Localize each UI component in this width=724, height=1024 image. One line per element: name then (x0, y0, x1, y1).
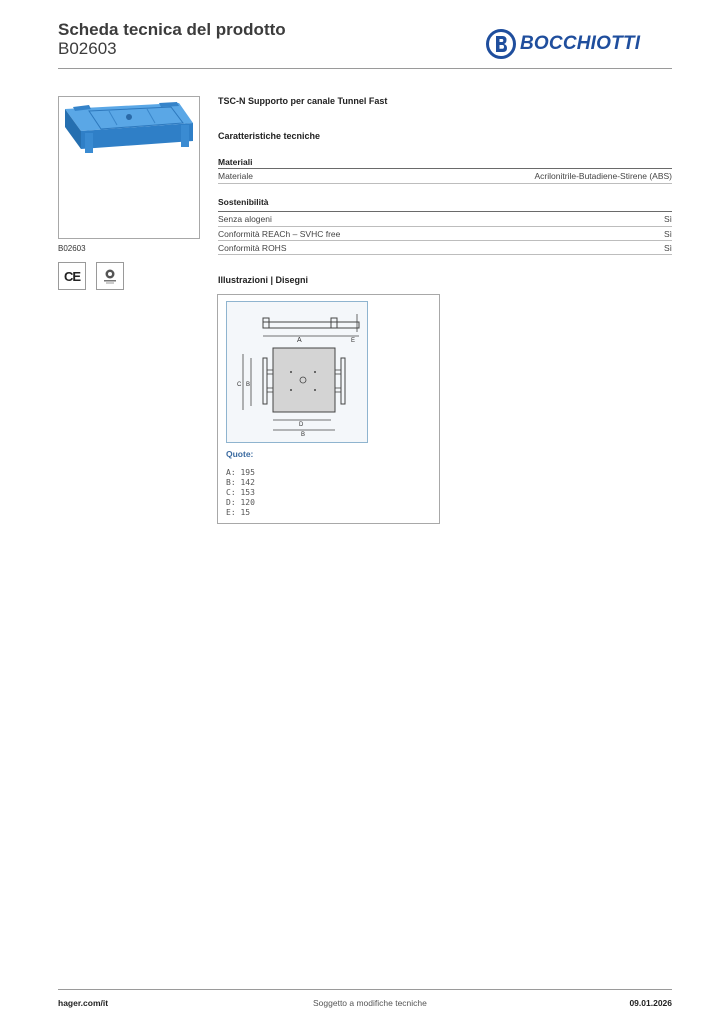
product-name: TSC-N Supporto per canale Tunnel Fast (218, 96, 388, 106)
brand-logo-text: BOCCHIOTTI (520, 33, 641, 54)
quote-c: C: 153 (226, 488, 255, 497)
rohs-value: Sì (663, 243, 672, 253)
sustainability-section-title: Sostenibilità (218, 197, 269, 207)
dimension-label-a: A (297, 337, 302, 344)
quote-a: A: 195 (226, 468, 255, 477)
footer-disclaimer: Soggetto a modifiche tecniche (313, 998, 427, 1008)
dimension-drawing (227, 302, 367, 442)
header-divider (58, 68, 672, 69)
halogen-free-value: Sì (663, 214, 672, 224)
footer-website[interactable]: hager.com/it (58, 998, 109, 1008)
dimension-label-b-vertical: B (246, 382, 251, 388)
reach-value: Sì (663, 229, 672, 239)
materials-divider (218, 168, 672, 169)
quotes-label: Quote: (226, 449, 254, 459)
quote-e: E: 15 (226, 508, 251, 517)
rohs-label: Conformità ROHS (218, 243, 287, 253)
product-code-heading: B02603 (58, 39, 117, 58)
technical-features-heading: Caratteristiche tecniche (218, 131, 321, 141)
product-code-caption: B02603 (58, 244, 86, 253)
footer-divider (58, 989, 672, 990)
ce-mark-text: CE (63, 268, 81, 284)
eco-label-icon (101, 267, 119, 285)
halogen-free-label: Senza alogeni (218, 214, 272, 224)
row-divider (218, 240, 672, 241)
material-value: Acrilonitrile-Butadiene-Stirene (ABS) (534, 171, 672, 181)
sustainability-divider (218, 211, 672, 212)
reach-label: Conformità REACh – SVHC free (218, 229, 341, 239)
materials-section-title: Materiali (218, 157, 253, 167)
ce-mark-badge (58, 262, 86, 290)
row-divider (218, 254, 672, 255)
dimension-label-d: D (299, 422, 304, 428)
dimension-label-b: B (301, 432, 306, 438)
brand-logo (486, 28, 668, 60)
quote-b: B: 142 (226, 478, 255, 487)
footer-date: 09.01.2026 (629, 998, 672, 1008)
product-render (59, 97, 199, 238)
brand-logo-mark-icon (486, 29, 516, 59)
illustrations-heading: Illustrazioni | Disegni (218, 275, 309, 285)
dimension-label-c: C (237, 382, 242, 388)
dimension-label-e: E (351, 338, 356, 344)
row-divider (218, 183, 672, 184)
row-divider (218, 226, 672, 227)
technical-drawing (226, 301, 368, 443)
product-image (58, 96, 200, 239)
quote-d: D: 120 (226, 498, 255, 507)
material-label: Materiale (218, 171, 253, 181)
page-title: Scheda tecnica del prodotto (58, 20, 286, 39)
environmental-label-badge (96, 262, 124, 290)
